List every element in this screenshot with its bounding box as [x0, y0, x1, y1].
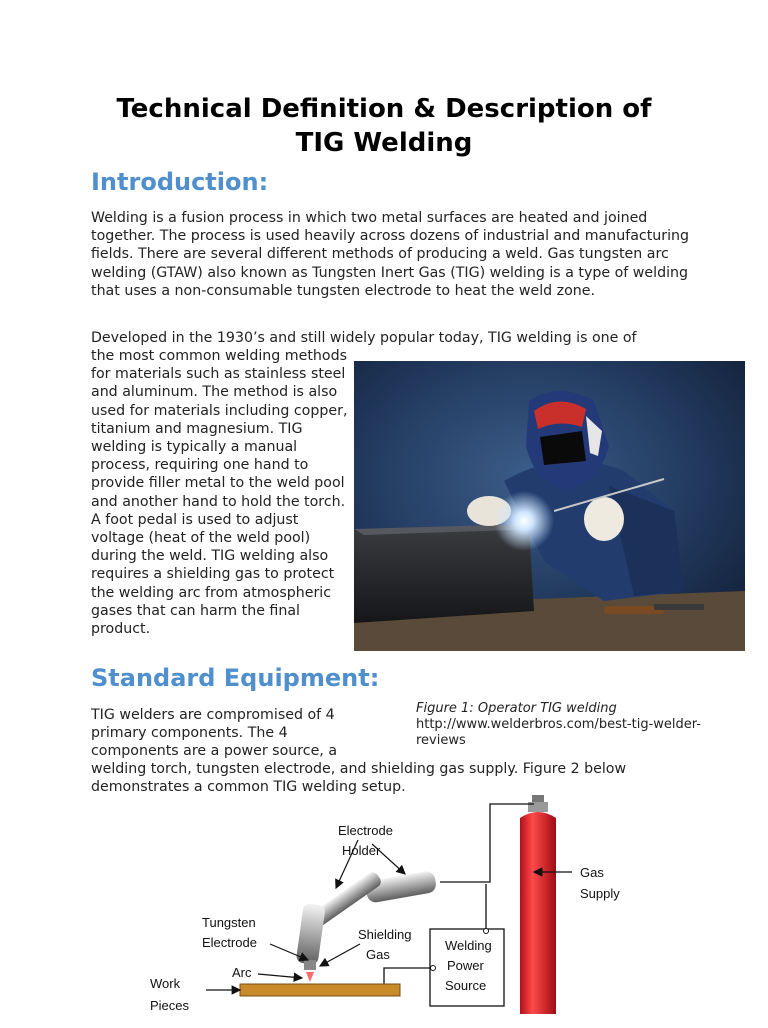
- title-line-1: Technical Definition & Description of: [116, 94, 652, 124]
- paragraph-equipment-wrapped: TIG welders are compromised of 4 primary components. The 4 components are a power source, a: [91, 707, 338, 760]
- title-line-2: TIG Welding: [295, 128, 473, 158]
- label-welding: Welding: [445, 938, 492, 953]
- figure1-caption: [416, 701, 746, 747]
- label-shielding-gas: Gas: [366, 947, 390, 962]
- paragraph-developed-wrapped: the most common welding methods for materials such as stainless steel and aluminum. The method is also used for materials including copper, titanium and magnesium. TIG welding is typically a manual process, requiring one hand to provide filler metal to the weld pool and another hand to hold the torch. A foot pedal is used to adjust voltage (heat of the weld pool) during the weld. TIG welding also requires a shielding gas to protect the welding arc from atmospheric gases that can harm the final product.: [91, 348, 348, 638]
- label-source: Source: [445, 978, 487, 993]
- label-holder: Holder: [342, 843, 381, 858]
- label-pieces: Pieces: [150, 998, 190, 1013]
- tig-setup-diagram: [140, 792, 660, 1024]
- label-work: Work: [150, 976, 181, 991]
- paragraph-intro: Welding is a fusion process in which two metal surfaces are heated and joined together. The process is used heavily across dozens of industrial and manufacturing fields. There are several different methods of producing a weld. Gas tungsten arc welding (GTAW) also known as Tungsten Inert Gas (TIG) welding is a type of welding that uses a non-consumable tungsten electrode to heat the weld zone.: [91, 210, 690, 299]
- label-shielding: Shielding: [358, 927, 412, 942]
- label-gas: Gas: [580, 865, 604, 880]
- document-title: [60, 92, 708, 160]
- figure1-caption-title: Figure 1: Operator TIG welding: [416, 701, 617, 716]
- paragraph-equipment-rest: welding torch, tungsten electrode, and shielding gas supply. Figure 2 below demonstrates a common TIG welding setup.: [91, 761, 627, 796]
- tig-welding-photo: [354, 361, 745, 651]
- figure1-caption-url: http://www.welderbros.com/best-tig-welder-reviews: [416, 717, 701, 747]
- label-supply: Supply: [580, 886, 620, 901]
- label-tungsten: Tungsten: [202, 915, 256, 930]
- label-electrode: Electrode: [338, 823, 393, 838]
- label-electrode-2: Electrode: [202, 935, 257, 950]
- label-power: Power: [447, 958, 484, 973]
- gas-cylinder: [520, 795, 556, 1014]
- heading-introduction: Introduction:: [91, 168, 269, 196]
- label-arc: Arc: [232, 965, 252, 980]
- paragraph-developed-first-line: Developed in the 1930’s and still widely popular today, TIG welding is one of: [91, 330, 637, 346]
- heading-standard-equipment: Standard Equipment:: [91, 664, 380, 692]
